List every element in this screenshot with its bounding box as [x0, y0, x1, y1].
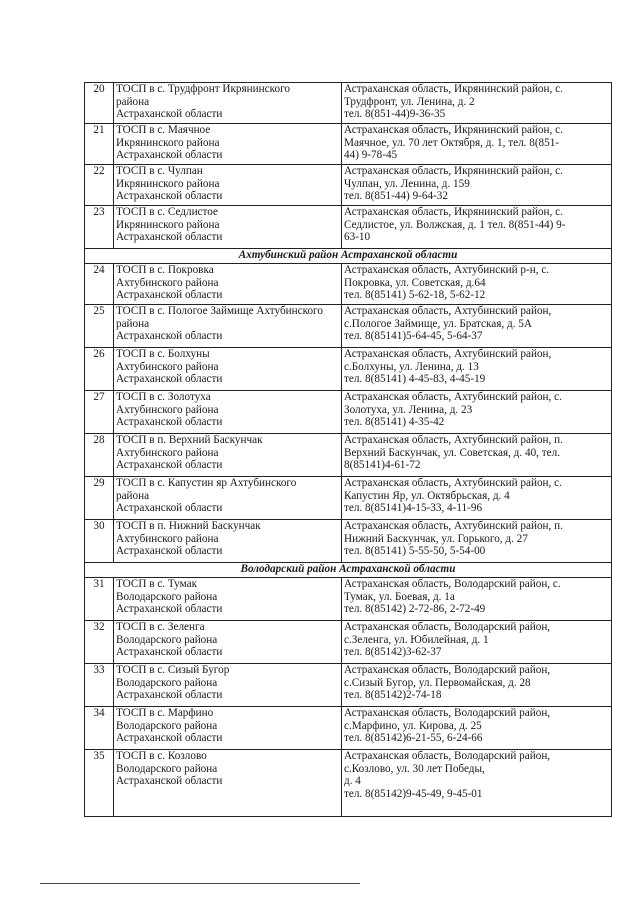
office-address-line: с.Болхуны, ул. Ленина, д. 13 — [344, 360, 479, 373]
office-address-line: тел. 8(85141) 4-45-83, 4-45-19 — [344, 373, 486, 386]
office-name-line: Икрянинского района — [116, 218, 220, 231]
office-address-line: Тумак, ул. Боевая, д. 1а — [344, 590, 455, 603]
office-address-line: тел. 8(85142) 2-72-86, 2-72-49 — [344, 603, 486, 616]
office-address-cell — [342, 305, 612, 348]
office-row — [85, 750, 612, 817]
office-address-cell — [342, 707, 612, 750]
footer-rule — [40, 883, 360, 884]
office-name-cell — [114, 750, 342, 817]
row-number: 22 — [85, 165, 114, 206]
office-row — [85, 305, 612, 348]
office-address-line: с.Марфино, ул. Кирова, д. 25 — [344, 719, 482, 732]
office-address-line: тел. 8(85141) 4-35-42 — [344, 416, 445, 429]
office-name-line: ТОСП в п. Верхний Баскунчак — [116, 434, 263, 446]
office-address-cell — [342, 664, 612, 707]
office-address-line: Чулпан, ул. Ленина, д. 159 — [344, 177, 470, 190]
row-number: 20 — [85, 83, 114, 124]
office-name-cell — [114, 520, 342, 563]
office-name-line: Астраханской области — [116, 459, 223, 472]
office-name-cell — [114, 264, 342, 305]
office-address-line: с.Козлово, ул. 30 лет Победы, — [344, 762, 485, 775]
office-name-line: Ахтубинского района — [116, 403, 219, 416]
office-address-line: 63-10 — [344, 231, 371, 244]
offices-table — [84, 82, 612, 817]
office-name-line: Астраханской области — [116, 231, 223, 244]
office-address-line: Астраханская область, Ахтубинский район, с. — [344, 477, 562, 489]
office-name-line: ТОСП в с. Зеленга — [116, 621, 205, 633]
row-number: 28 — [85, 434, 114, 477]
office-name-line: района — [116, 317, 150, 330]
district-heading: Ахтубинский район Астраханской области — [85, 249, 612, 264]
office-address-line: Астраханская область, Ахтубинский район, с. — [344, 391, 562, 403]
office-address-line: Верхний Баскунчак, ул. Советская, д. 40, тел. — [344, 446, 560, 459]
office-name-line: Астраханской области — [116, 502, 223, 515]
office-address-cell — [342, 578, 612, 621]
office-name-cell — [114, 165, 342, 206]
district-heading-row — [85, 563, 612, 578]
office-address-line: с.Зеленга, ул. Юбилейная, д. 1 — [344, 633, 489, 646]
office-address-line: Нижний Баскунчак, ул. Горького, д. 27 — [344, 532, 528, 545]
office-address-cell — [342, 83, 612, 124]
office-row — [85, 264, 612, 305]
office-name-line: Астраханской области — [116, 603, 223, 616]
office-name-line: Астраханской области — [116, 108, 223, 121]
row-number: 26 — [85, 348, 114, 391]
office-name-line: Ахтубинского района — [116, 532, 219, 545]
office-address-line: Астраханская область, Икрянинский район, с. — [344, 124, 563, 136]
office-address-line: тел. 8(85142)2-74-18 — [344, 689, 442, 702]
office-name-line: Астраханской области — [116, 732, 223, 745]
row-number: 27 — [85, 391, 114, 434]
office-name-line: ТОСП в с. Болхуны — [116, 348, 210, 360]
office-address-line: тел. 8(85142)9-45-49, 9-45-01 — [344, 787, 483, 800]
office-address-line: Астраханская область, Ахтубинский р-н, с. — [344, 264, 550, 276]
office-address-line: Седлистое, ул. Волжская, д. 1 тел. 8(851-44) 9- — [344, 218, 566, 231]
office-address-line: Капустин Яр, ул. Октябрьская, д. 4 — [344, 489, 510, 502]
office-address-line: с.Сизый Бугор, ул. Первомайская, д. 28 — [344, 676, 531, 689]
office-name-line: Астраханской области — [116, 149, 223, 162]
office-address-line: Трудфронт, ул. Ленина, д. 2 — [344, 95, 475, 108]
district-heading: Володарский район Астраханской области — [85, 563, 612, 578]
office-row — [85, 578, 612, 621]
office-name-line: Володарского района — [116, 762, 218, 775]
office-name-line: района — [116, 95, 150, 108]
office-address-line: Астраханская область, Икрянинский район, с. — [344, 206, 563, 218]
office-name-line: Икрянинского района — [116, 136, 220, 149]
office-address-cell — [342, 477, 612, 520]
office-name-line: ТОСП в с. Козлово — [116, 750, 207, 762]
office-name-cell — [114, 578, 342, 621]
row-number: 29 — [85, 477, 114, 520]
row-number: 33 — [85, 664, 114, 707]
office-name-line: ТОСП в с. Сизый Бугор — [116, 664, 230, 676]
office-row — [85, 391, 612, 434]
office-row — [85, 520, 612, 563]
office-address-line: тел. 8(85142)3-62-37 — [344, 646, 442, 659]
office-row — [85, 348, 612, 391]
office-row — [85, 707, 612, 750]
office-address-line: Астраханская область, Икрянинский район, с. — [344, 165, 563, 177]
office-address-line: Астраханская область, Икрянинский район, с. — [344, 83, 563, 95]
office-name-line: Икрянинского района — [116, 177, 220, 190]
office-address-line: Астраханская область, Ахтубинский район, п. — [344, 520, 563, 532]
office-address-line: тел. 8(85142)6-21-55, 6-24-66 — [344, 732, 483, 745]
office-name-line: Володарского района — [116, 719, 218, 732]
office-address-line: д. 4 — [344, 775, 361, 788]
office-name-line: Ахтубинского района — [116, 446, 219, 459]
office-name-cell — [114, 391, 342, 434]
office-name-cell — [114, 124, 342, 165]
row-number: 35 — [85, 750, 114, 817]
office-address-line: Маячное, ул. 70 лет Октября, д. 1, тел. 8(851- — [344, 136, 560, 149]
office-address-cell — [342, 750, 612, 817]
office-address-line: Золотуха, ул. Ленина, д. 23 — [344, 403, 473, 416]
office-address-line: Астраханская область, Володарский район, с. — [344, 578, 561, 590]
office-address-line: Покровка, ул. Советская, д.64 — [344, 276, 486, 289]
office-name-line: ТОСП в с. Тумак — [116, 578, 198, 590]
office-row — [85, 206, 612, 249]
office-address-cell — [342, 434, 612, 477]
row-number: 21 — [85, 124, 114, 165]
office-address-line: 44) 9-78-45 — [344, 149, 398, 162]
office-name-line: Володарского района — [116, 633, 218, 646]
office-name-cell — [114, 434, 342, 477]
row-number: 31 — [85, 578, 114, 621]
office-row — [85, 124, 612, 165]
office-name-line: ТОСП в п. Нижний Баскунчак — [116, 520, 261, 532]
row-number: 25 — [85, 305, 114, 348]
office-name-line: Володарского района — [116, 590, 218, 603]
office-address-line: с.Пологое Займище, ул. Братская, д. 5А — [344, 317, 532, 330]
district-heading-row — [85, 249, 612, 264]
office-address-line: Астраханская область, Ахтубинский район, — [344, 348, 552, 360]
offices-table-body — [85, 83, 612, 817]
row-number: 23 — [85, 206, 114, 249]
row-number: 24 — [85, 264, 114, 305]
office-address-line: Астраханская область, Ахтубинский район, п. — [344, 434, 563, 446]
office-row — [85, 83, 612, 124]
office-name-cell — [114, 305, 342, 348]
office-name-line: района — [116, 489, 150, 502]
row-number: 30 — [85, 520, 114, 563]
office-address-line: тел. 8(85141)4-15-33, 4-11-96 — [344, 502, 483, 515]
office-name-line: ТОСП в с. Трудфронт Икрянинского — [116, 83, 290, 95]
office-row — [85, 664, 612, 707]
office-address-cell — [342, 165, 612, 206]
office-address-line: тел. 8(85141) 5-55-50, 5-54-00 — [344, 545, 486, 558]
office-address-line: тел. 8(85141)5-64-45, 5-64-37 — [344, 330, 483, 343]
office-address-line: тел. 8(851-44)9-36-35 — [344, 108, 446, 121]
office-name-cell — [114, 83, 342, 124]
office-name-line: Астраханской области — [116, 775, 223, 788]
office-address-cell — [342, 206, 612, 249]
office-name-line: Астраханской области — [116, 373, 223, 386]
office-name-cell — [114, 477, 342, 520]
office-address-cell — [342, 264, 612, 305]
office-address-cell — [342, 348, 612, 391]
office-name-line: Астраханской области — [116, 330, 223, 343]
row-number: 32 — [85, 621, 114, 664]
office-name-cell — [114, 707, 342, 750]
office-name-line: ТОСП в с. Капустин яр Ахтубинского — [116, 477, 297, 489]
office-address-cell — [342, 520, 612, 563]
office-name-cell — [114, 206, 342, 249]
office-name-line: ТОСП в с. Маячное — [116, 124, 211, 136]
office-name-line: Астраханской области — [116, 545, 223, 558]
office-name-line: ТОСП в с. Чулпан — [116, 165, 203, 177]
office-name-line: Астраханской области — [116, 289, 223, 302]
office-address-cell — [342, 124, 612, 165]
row-number: 34 — [85, 707, 114, 750]
office-address-line: Астраханская область, Володарский район, — [344, 707, 551, 719]
office-row — [85, 165, 612, 206]
office-address-line: Астраханская область, Володарский район, — [344, 621, 551, 633]
office-name-cell — [114, 348, 342, 391]
office-address-line: 8(85141)4-61-72 — [344, 459, 421, 472]
office-name-cell — [114, 664, 342, 707]
office-address-cell — [342, 391, 612, 434]
office-address-line: Астраханская область, Ахтубинский район, — [344, 305, 552, 317]
office-address-line: Астраханская область, Володарский район, — [344, 750, 551, 762]
office-row — [85, 621, 612, 664]
office-address-line: Астраханская область, Володарский район, — [344, 664, 551, 676]
office-name-line: ТОСП в с. Золотуха — [116, 391, 211, 403]
office-address-line: тел. 8(85141) 5-62-18, 5-62-12 — [344, 289, 486, 302]
office-name-line: Астраханской области — [116, 190, 223, 203]
office-name-line: ТОСП в с. Пологое Займище Ахтубинского — [116, 305, 323, 317]
office-name-line: ТОСП в с. Покровка — [116, 264, 214, 276]
office-name-line: Астраханской области — [116, 689, 223, 702]
office-name-line: Ахтубинского района — [116, 276, 219, 289]
office-row — [85, 434, 612, 477]
office-address-line: тел. 8(851-44) 9-64-32 — [344, 190, 448, 203]
office-name-line: Астраханской области — [116, 646, 223, 659]
office-name-line: Астраханской области — [116, 416, 223, 429]
office-name-line: ТОСП в с. Седлистое — [116, 206, 218, 218]
office-name-line: Володарского района — [116, 676, 218, 689]
office-name-cell — [114, 621, 342, 664]
office-row — [85, 477, 612, 520]
office-name-line: Ахтубинского района — [116, 360, 219, 373]
office-name-line: ТОСП в с. Марфино — [116, 707, 214, 719]
office-address-cell — [342, 621, 612, 664]
